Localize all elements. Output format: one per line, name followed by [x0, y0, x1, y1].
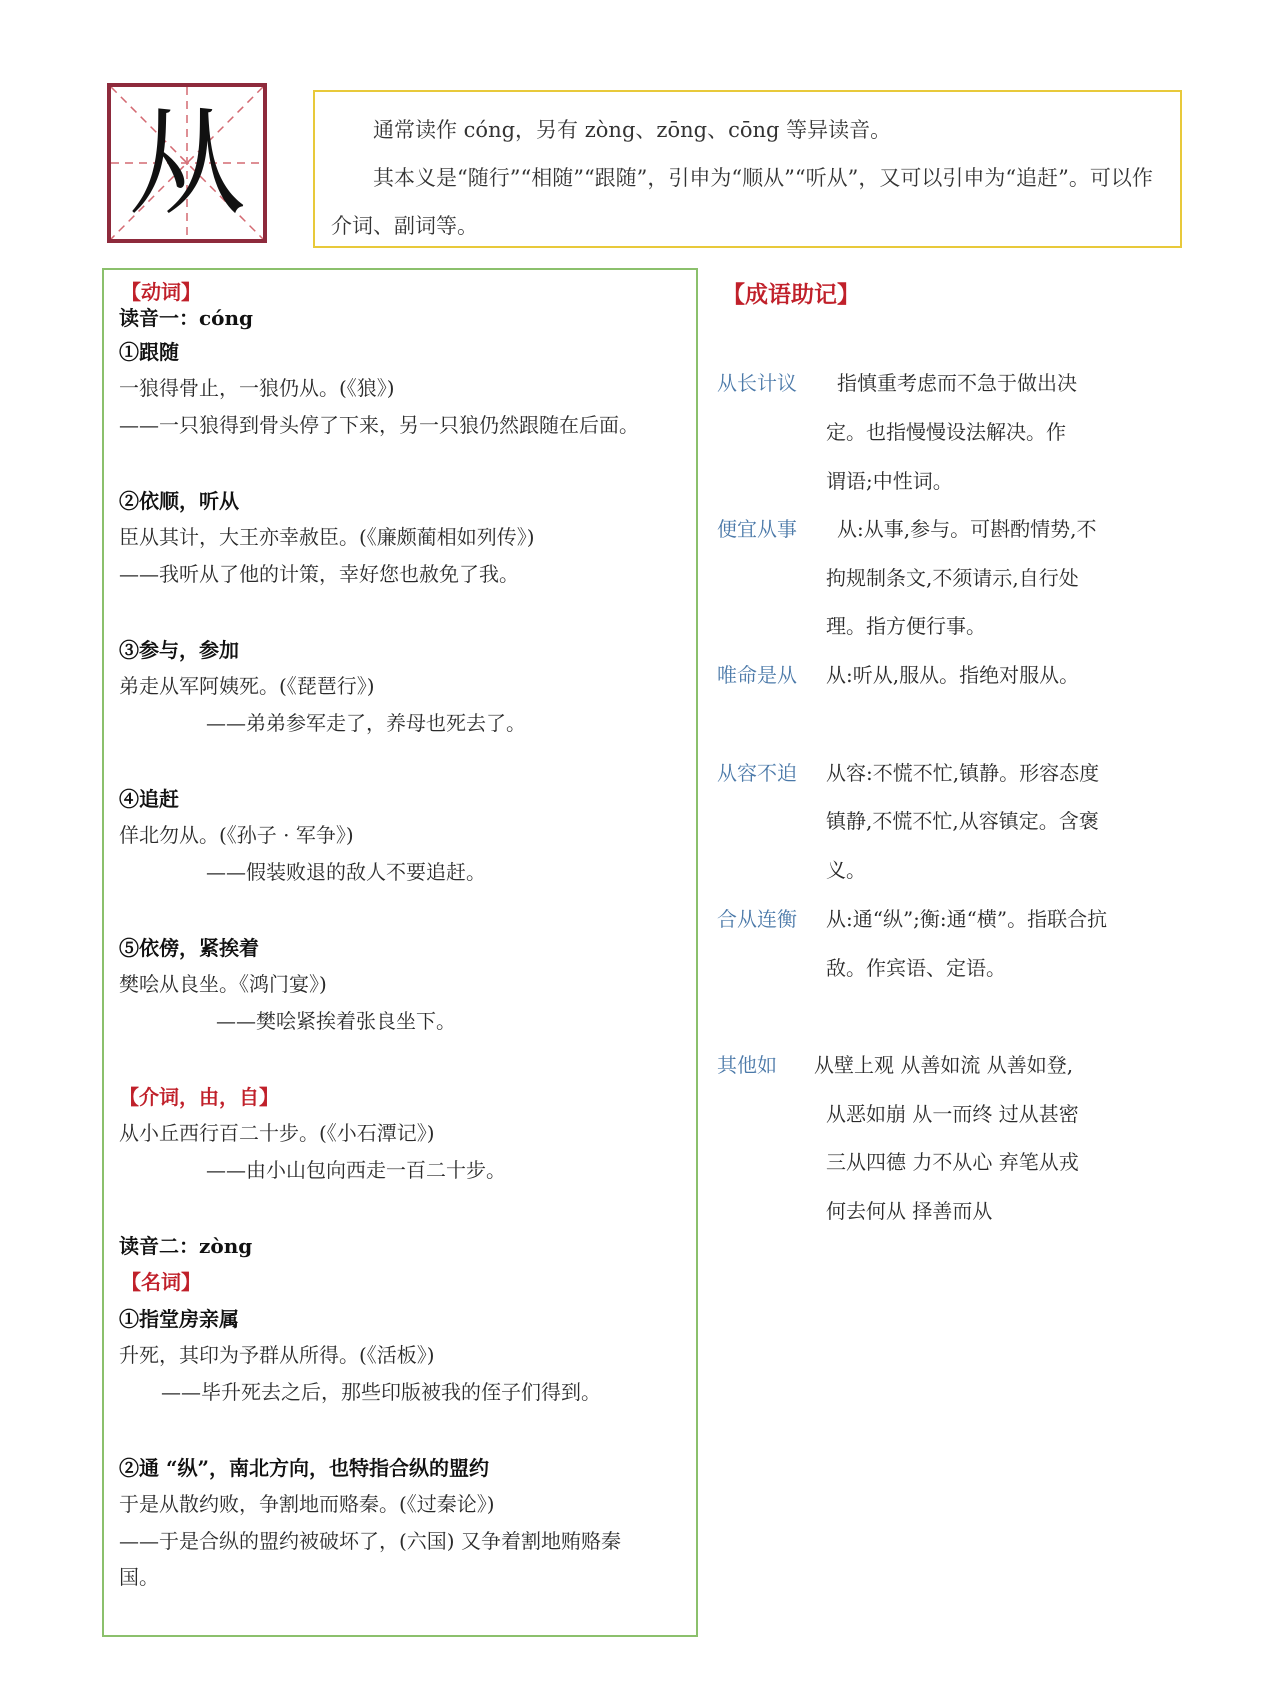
- noun-1-translation: ——毕升死去之后，那些印版被我的侄子们得到。: [161, 1380, 601, 1404]
- other-idioms-label: 其他如: [717, 1053, 777, 1077]
- idiom-5-line-2: 敌。作宾语、定语。: [826, 956, 1006, 980]
- idiom-5: 合从连衡: [717, 907, 797, 931]
- noun-2-translation-cont: 国。: [119, 1565, 159, 1589]
- sense-4-example: 佯北勿从。(《孙子 · 军争》): [119, 823, 354, 847]
- idiom-heading: 【成语助记】: [722, 281, 860, 308]
- sense-1-example: 一狼得骨止，一狼仍从。(《狼》): [119, 376, 395, 400]
- idiom-1-line-1: 指慎重考虑而不急于做出决: [837, 371, 1077, 395]
- noun-1-example: 升死，其印为予群从所得。(《活板》): [119, 1343, 435, 1367]
- idiom-1-line-2: 定。也指慢慢设法解决。作: [826, 420, 1066, 444]
- other-idioms-line-3: 三从四德 力不从心 弃笔从戎: [826, 1150, 1079, 1174]
- sense-3-translation: ——弟弟参军走了，养母也死去了。: [206, 711, 526, 735]
- sense-5-title: ⑤依傍，紧挨着: [119, 936, 259, 960]
- sense-2-translation: ——我听从了他的计策，幸好您也赦免了我。: [119, 562, 519, 586]
- idiom-4-line-1: 从容:不慌不忙,镇静。形容态度: [826, 761, 1100, 785]
- other-idioms-line-1: 从壁上观 从善如流 从善如登,: [814, 1053, 1074, 1077]
- idiom-4: 从容不迫: [717, 761, 797, 785]
- idiom-1: 从长计议: [717, 371, 797, 395]
- noun-2-title: ②通 “纵”，南北方向，也特指合纵的盟约: [119, 1456, 489, 1480]
- idiom-5-line-1: 从:通“纵”;衡:通“横”。指联合抗: [826, 907, 1108, 931]
- noun-tag: 【名词】: [121, 1270, 201, 1294]
- sense-4-title: ④追赶: [119, 787, 179, 811]
- intro-line-2: 其本义是“随行”“相随”“跟随”，引申为“顺从”“听从”，又可以引申为“追赶”。可以作: [373, 166, 1153, 190]
- prep-translation: ——由小山包向西走一百二十步。: [206, 1158, 506, 1182]
- idiom-1-line-3: 谓语;中性词。: [826, 469, 953, 493]
- sense-2-title: ②依顺，听从: [119, 489, 239, 513]
- prep-example: 从小丘西行百二十步。(《小石潭记》): [119, 1121, 435, 1145]
- character-box: [107, 83, 267, 243]
- sense-4-translation: ——假装败退的敌人不要追赶。: [206, 860, 486, 884]
- idiom-2-line-3: 理。指方便行事。: [826, 614, 986, 638]
- idiom-4-line-3: 义。: [826, 858, 866, 882]
- intro-line-3: 介词、副词等。: [331, 214, 478, 238]
- sense-3-title: ③参与，参加: [119, 638, 239, 662]
- idiom-3: 唯命是从: [717, 663, 797, 687]
- idiom-2-line-2: 拘规制条文,不须请示,自行处: [826, 566, 1079, 590]
- idiom-2-line-1: 从:从事,参与。可斟酌情势,不: [837, 517, 1097, 541]
- other-idioms-line-2: 从恶如崩 从一而终 过从甚密: [826, 1102, 1079, 1126]
- sense-2-example: 臣从其计，大王亦幸赦臣。(《廉颇蔺相如列传》): [119, 525, 535, 549]
- sense-1-translation: ——一只狼得到骨头停了下来，另一只狼仍然跟随在后面。: [119, 413, 639, 437]
- intro-line-1: 通常读作 cóng，另有 zòng、zōng、cōng 等异读音。: [373, 118, 892, 142]
- other-idioms-line-4: 何去何从 择善而从: [826, 1199, 993, 1223]
- idiom-3-line-1: 从:听从,服从。指绝对服从。: [826, 663, 1080, 687]
- sense-5-translation: ——樊哙紧挨着张良坐下。: [216, 1009, 456, 1033]
- intro-box: [313, 90, 1182, 248]
- noun-2-example: 于是从散约败，争割地而赂秦。(《过秦论》): [119, 1492, 495, 1516]
- preposition-tag: 【介词，由，自】: [119, 1085, 279, 1109]
- idiom-4-line-2: 镇静,不慌不忙,从容镇定。含褒: [826, 809, 1099, 833]
- verb-tag: 【动词】: [121, 280, 201, 304]
- reading-two: 读音二：zòng: [119, 1234, 253, 1258]
- idiom-2: 便宜从事: [717, 517, 797, 541]
- sense-1-title: ①跟随: [119, 340, 179, 364]
- noun-1-title: ①指堂房亲属: [119, 1307, 239, 1331]
- noun-2-translation: ——于是合纵的盟约被破坏了，(六国) 又争着割地贿赂秦: [119, 1529, 621, 1553]
- sense-5-example: 樊哙从良坐。《鸿门宴》): [119, 972, 327, 996]
- sense-3-example: 弟走从军阿姨死。(《琵琶行》): [119, 674, 375, 698]
- reading-one: 读音一：cóng: [119, 306, 254, 330]
- main-character: 从: [127, 94, 246, 232]
